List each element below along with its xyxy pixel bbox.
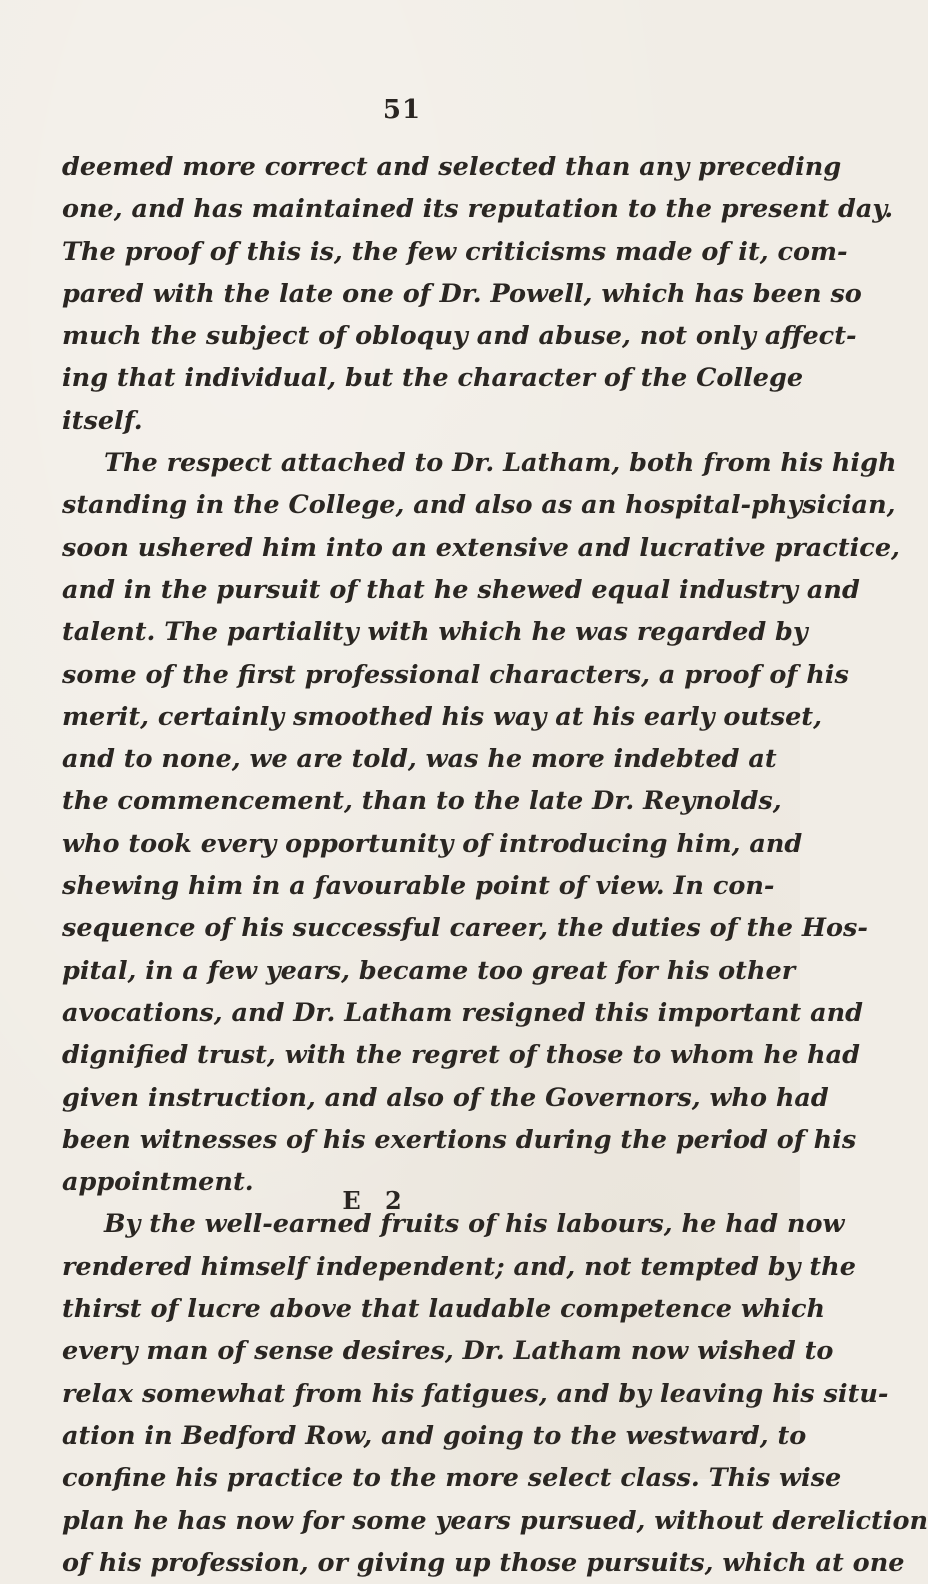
text-line: plan he has now for some years pursued, without dereliction: [62, 1505, 928, 1536]
text-line: The proof of this is, the few criticisms made of it, com-: [62, 236, 848, 267]
text-line: deemed more correct and selected than any preceding: [62, 152, 842, 182]
text-line: of his profession, or giving up those pursuits, which at one: [62, 1547, 905, 1578]
text-line: avocations, and Dr. Latham resigned this important and: [62, 997, 863, 1028]
text-line: relax somewhat from his fatigues, and by leaving his situ-: [62, 1378, 889, 1409]
text-line: some of the first professional characters, a proof of his: [62, 659, 849, 690]
text-line: rendered himself independent; and, not tempted by the: [62, 1251, 856, 1282]
text-line: talent. The partiality with which he was regarded by: [62, 617, 808, 648]
page-number: 51: [382, 95, 422, 125]
text-line: every man of sense desires, Dr. Latham now wished to: [62, 1336, 834, 1367]
text-line: pital, in a few years, became too great for his other: [62, 955, 796, 986]
text-line: dignified trust, with the regret of those to whom he had: [62, 1040, 860, 1071]
text-line: and to none, we are told, was he more indebted at: [62, 744, 777, 775]
text-line: given instruction, and also of the Governors, who had: [62, 1082, 829, 1113]
text-line: the commencement, than to the late Dr. Reynolds,: [62, 786, 782, 817]
text-line: appointment.: [62, 1167, 254, 1198]
text-line: soon ushered him into an extensive and lucrative practice,: [62, 532, 900, 563]
body-text: [62, 146, 928, 1584]
text-line: standing in the College, and also as an hospital-physician,: [62, 490, 896, 521]
text-line: ation in Bedford Row, and going to the westward, to: [62, 1420, 807, 1451]
paragraph-start: By the well-earned fruits of his labours, he had now: [104, 1209, 845, 1240]
text-line: and in the pursuit of that he shewed equal industry and: [62, 574, 860, 605]
text-line: sequence of his successful career, the duties of the Hos-: [62, 913, 868, 944]
text-line: pared with the late one of Dr. Powell, which has been so: [62, 278, 862, 309]
text-line: itself.: [62, 405, 143, 436]
text-line: been witnesses of his exertions during the period of his: [62, 1124, 857, 1155]
signature-mark: E 2: [342, 1186, 410, 1215]
paragraph-start: The respect attached to Dr. Latham, both from his high: [104, 448, 897, 479]
text-line: thirst of lucre above that laudable competence which: [62, 1294, 826, 1325]
text-line: ing that individual, but the character of the College: [62, 363, 804, 394]
text-line: confine his practice to the more select class. This wise: [62, 1463, 842, 1494]
text-line: much the subject of obloquy and abuse, not only affect-: [62, 321, 857, 352]
text-line: who took every opportunity of introducing him, and: [62, 828, 803, 859]
text-line: one, and has maintained its reputation to the present day.: [62, 194, 894, 225]
text-line: merit, certainly smoothed his way at his early outset,: [62, 701, 822, 732]
text-line: shewing him in a favourable point of view. In con-: [62, 871, 775, 902]
